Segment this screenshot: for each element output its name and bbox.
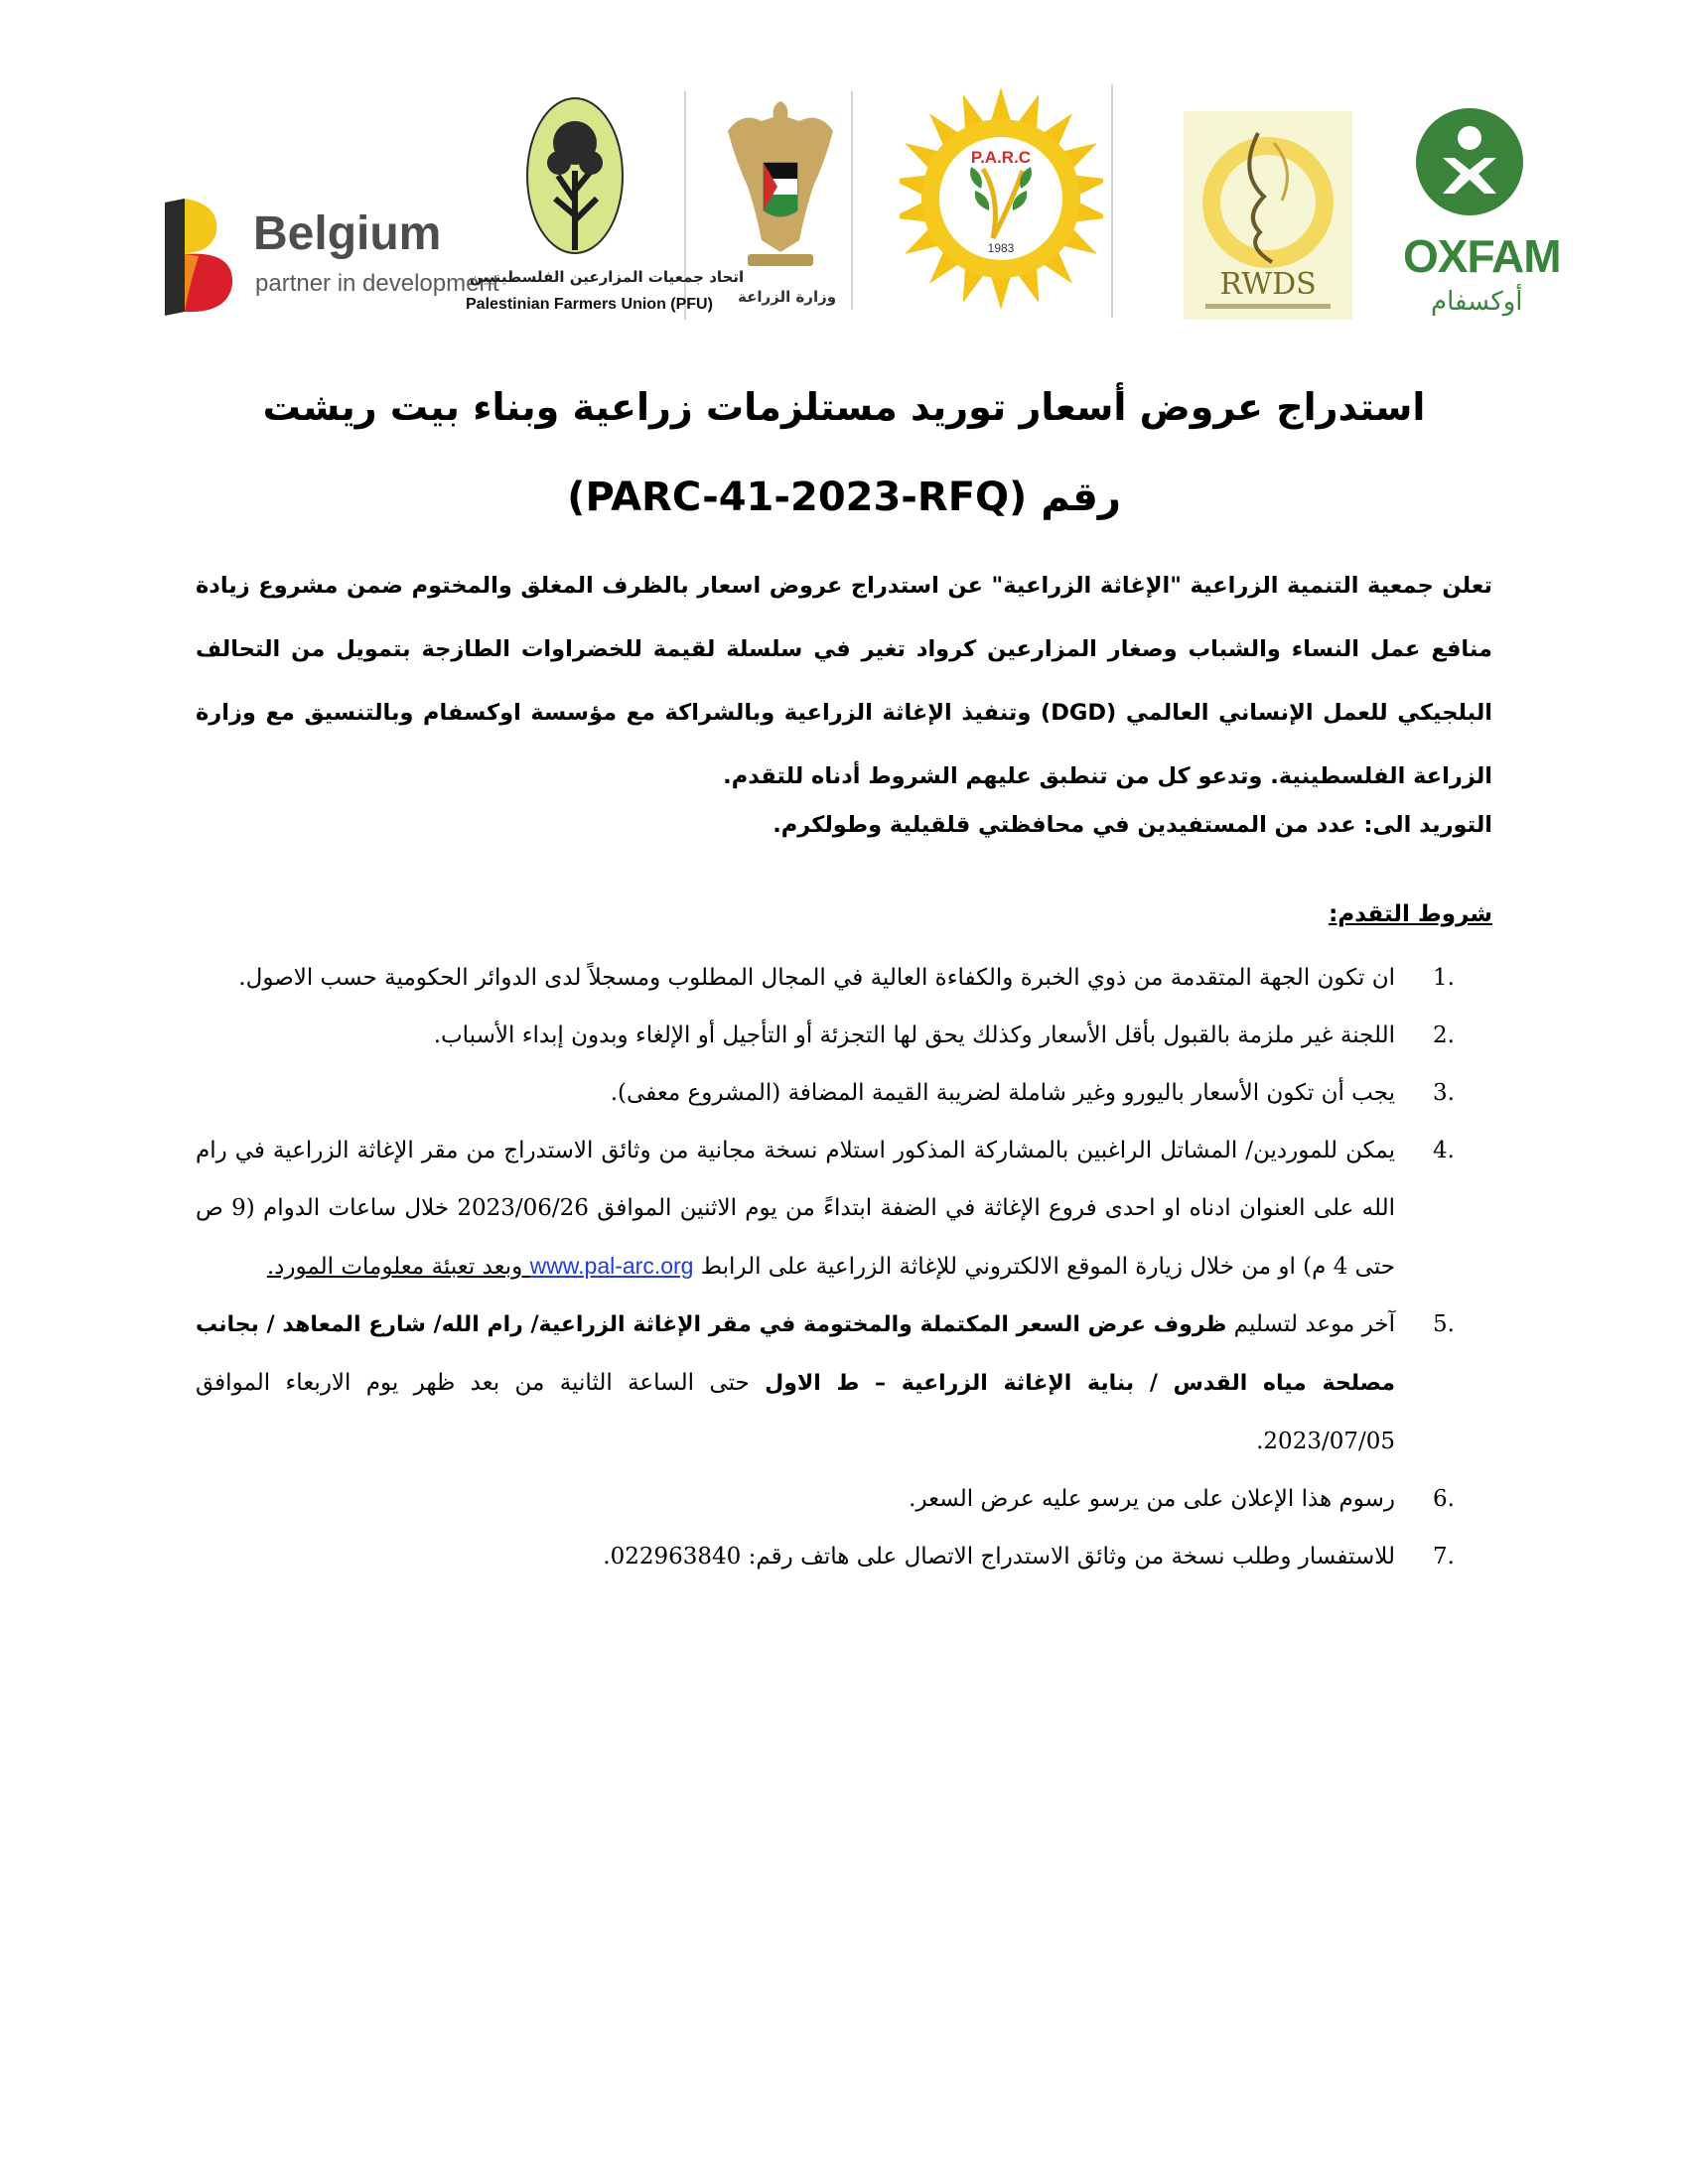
parc-website-link[interactable]: www.pal-arc.org — [529, 1253, 694, 1279]
condition-text: رسوم هذا الإعلان على من يرسو عليه عرض السعر. — [909, 1486, 1395, 1512]
ministry-of-agriculture-logo — [722, 91, 853, 310]
intro-paragraph: تعلن جمعية التنمية الزراعية "الإغاثة الزراعية" عن استدراج عروض اسعار بالظرف المغلق والمختوم ضمن مشروع زيادة منافع عمل النساء والشباب وصغار المزارعين كرواد تغير في سلسلة لقيمة للخضراوات الطازجة بتمويل من التحالف البلجيكي للعمل الإنساني العالمي (DGD) وتنفيذ الإغاثة الزراعية وبالشراكة مع مؤسسة اوكسفام وبالتنسيق مع وزارة الزراعة الفلسطينية. وتدعو كل من تنطبق عليهم الشروط أدناه للتقدم. — [196, 573, 1492, 789]
condition-text: للاستفسار وطلب نسخة من وثائق الاستدراج الاتصال على هاتف رقم: 022963840. — [603, 1544, 1395, 1570]
parc-logo — [900, 84, 1113, 318]
condition-number: 1. — [1433, 965, 1455, 991]
condition-item — [196, 1122, 1492, 1296]
condition-text: ان تكون الجهة المتقدمة من ذوي الخبرة والكفاءة العالية في المجال المطلوب ومسجلاً لدى الدوائر الحكومية حسب الاصول. — [238, 965, 1395, 991]
condition-text: يمكن للموردين/ المشاتل الراغبين بالمشاركة المذكور استلام نسخة مجانية من وثائق الاستدراج من مقر الإغاثة الزراعية في رام الله على العنوان ادناه او احدى فروع الإغاثة في الضفة ابتداءً من يوم الاثنين الموافق 2023/06/26 خلال ساعات الدوام (9 ص حتى 4 م) او من خلال زيارة الموقع الالكتروني للإغاثة الزراعية على الرابط — [196, 1138, 1395, 1280]
condition-text: يجب أن تكون الأسعار باليورو وغير شاملة لضريبة القيمة المضافة (المشروع معفى). — [610, 1080, 1395, 1106]
ministry-arabic-name: وزارة الزراعة — [738, 288, 837, 306]
announcement-title: استدراج عروض أسعار توريد مستلزمات زراعية وبناء بيت ريشت — [262, 385, 1426, 429]
conditions-heading: شروط التقدم: — [1329, 901, 1492, 927]
partner-logos — [159, 79, 1561, 328]
condition-item — [196, 1528, 1492, 1585]
pfu-arabic-name: اتحاد جمعيات المزارعين الفلسطينيين — [470, 268, 745, 286]
pfu-tree-icon — [464, 91, 684, 265]
pfu-logo — [464, 91, 745, 320]
rwds-sun-face-icon — [1184, 111, 1352, 320]
condition-number: 4. — [1433, 1138, 1455, 1163]
rwds-initials: RWDS — [1219, 267, 1317, 302]
oxfam-name: OXFAM — [1403, 230, 1561, 282]
condition-number: 7. — [1433, 1544, 1455, 1570]
parc-initials: P.A.R.C — [970, 148, 1032, 167]
condition-number: 5. — [1433, 1311, 1455, 1337]
condition-text-bold: ظروف عرض السعر المكتملة والمختومة في مقر الإغاثة الزراعية/ رام الله/ شارع المعاهد / بجانب مصلحة مياه القدس / بناية الإغاثة الزراعية – ط الاول — [196, 1312, 1395, 1396]
conditions-list — [196, 949, 1492, 1585]
condition-text-underlined: وبعد تعبئة معلومات المورد. — [266, 1254, 530, 1280]
pfu-english-name: Palestinian Farmers Union (PFU) — [466, 296, 713, 313]
condition-text: آخر موعد لتسليم — [1226, 1311, 1396, 1337]
condition-item — [196, 1064, 1492, 1122]
belgium-name: Belgium — [253, 207, 442, 260]
condition-number: 3. — [1433, 1080, 1455, 1106]
condition-number: 6. — [1433, 1486, 1455, 1512]
rfq-number: رقم (PARC-41-2023-RFQ) — [567, 475, 1121, 520]
condition-item — [196, 949, 1492, 1007]
oxfam-arabic-name: أوكسفام — [1431, 287, 1523, 317]
parc-sun-emblem-icon — [900, 84, 1103, 313]
supply-destination: التوريد الى: عدد من المستفيدين في محافظتي قلقيلية وطولكرم. — [773, 812, 1492, 838]
oxfam-circle-mark-icon — [1403, 94, 1537, 223]
condition-text: حتى الساعة الثانية من بعد ظهر يوم الاربعاء الموافق 2023/07/05. — [196, 1370, 1395, 1454]
condition-item — [196, 1470, 1492, 1528]
belgium-b-mark-icon — [159, 199, 248, 318]
condition-item — [196, 1296, 1492, 1470]
belgium-tagline: partner in development — [255, 270, 499, 297]
oxfam-logo — [1403, 94, 1561, 323]
parc-year: 1983 — [987, 241, 1015, 255]
belgium-logo — [159, 199, 499, 318]
rwds-logo — [1184, 111, 1352, 320]
eagle-emblem-icon — [722, 91, 839, 280]
condition-number: 2. — [1433, 1023, 1455, 1048]
condition-text: اللجنة غير ملزمة بالقبول بأقل الأسعار وكذلك يحق لها التجزئة أو التأجيل أو الإلغاء وبدون إبداء الأسباب. — [433, 1023, 1395, 1048]
condition-item — [196, 1007, 1492, 1064]
